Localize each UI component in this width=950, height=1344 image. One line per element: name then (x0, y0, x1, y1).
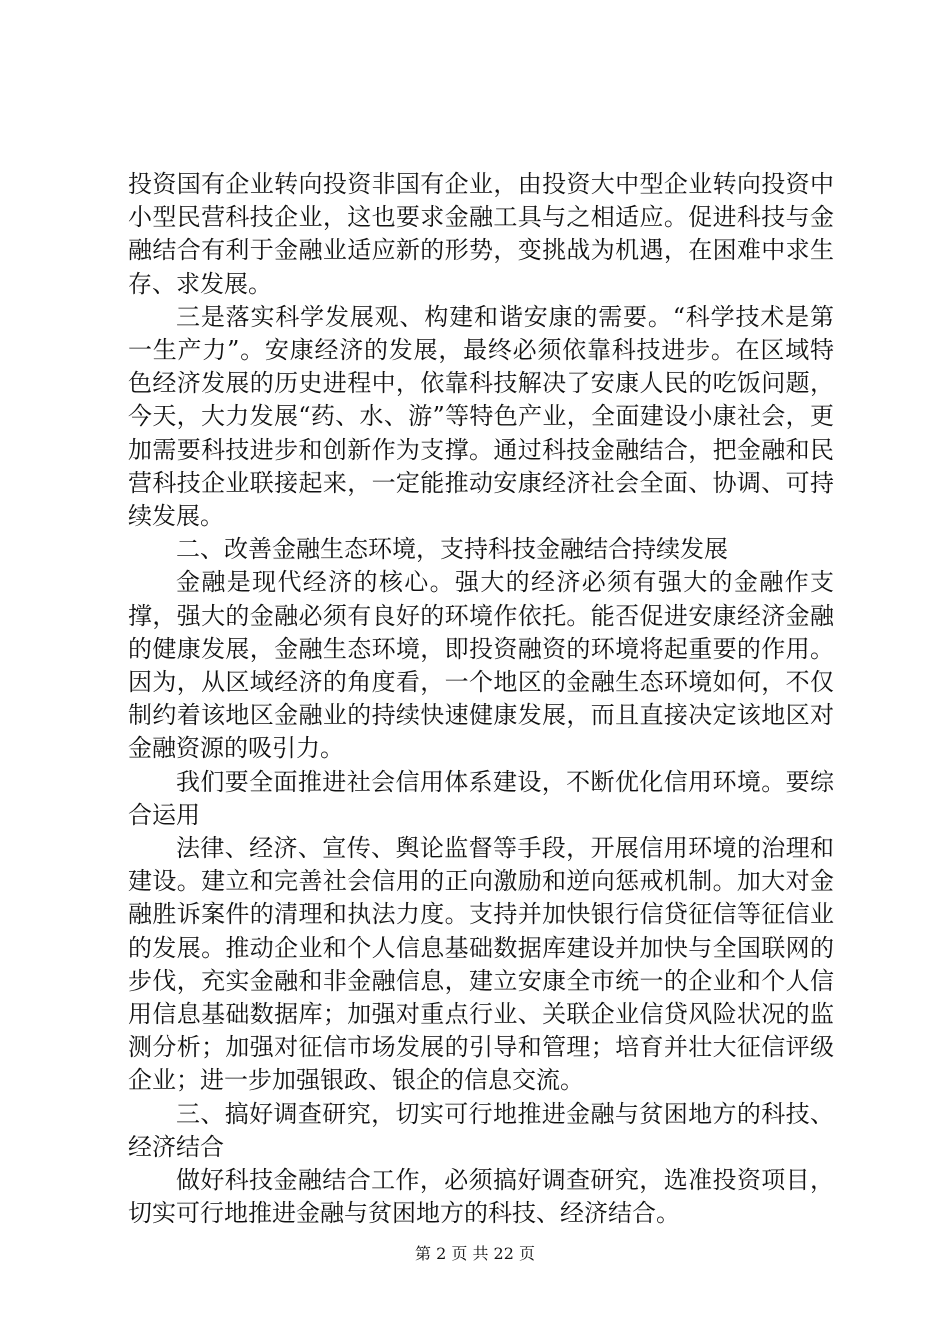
paragraph-1: 投资国有企业转向投资非国有企业，由投资大中型企业转向投资中小型民营科技企业，这也要求金融工具与之相适应。促进科技与金融结合有利于金融业适应新的形势，变挑战为机遇，在困难中求生存、求发展。 (128, 170, 834, 298)
section-heading-2: 二、改善金融生态环境，支持科技金融结合持续发展 (176, 535, 728, 564)
section-heading-3: 三、搞好调查研究，切实可行地推进金融与贫困地方的科技、经济结合 (128, 1099, 834, 1161)
paragraph-4: 我们要全面推进社会信用体系建设，不断优化信用环境。要综合运用 (128, 767, 834, 829)
page-number-footer: 第 2 页 共 22 页 (415, 1244, 535, 1263)
paragraph-3: 金融是现代经济的核心。强大的经济必须有强大的金融作支撑，强大的金融必须有良好的环境作依托。能否促进安康经济金融的健康发展，金融生态环境，即投资融资的环境将起重要的作用。因为，从区域经济的角度看，一个地区的金融生态环境如何，不仅制约着该地区金融业的持续快速健康发展，而且直接决定该地区对金融资源的吸引力。 (128, 568, 834, 763)
document-body (128, 168, 834, 1231)
paragraph-2: 三是落实科学发展观、构建和谐安康的需要。“科学技术是第一生产力”。安康经济的发展，最终必须依靠科技进步。在区域特色经济发展的历史进程中，依靠科技解决了安康人民的吃饭问题，今天，大力发展“药、水、游”等特色产业，全面建设小康社会，更加需要科技进步和创新作为支撑。通过科技金融结合，把金融和民营科技企业联接起来，一定能推动安康经济社会全面、协调、可持续发展。 (128, 302, 834, 531)
paragraph-6: 做好科技金融结合工作，必须搞好调查研究，选准投资项目，切实可行地推进金融与贫困地方的科技、经济结合。 (128, 1166, 834, 1228)
paragraph-5: 法律、经济、宣传、舆论监督等手段，开展信用环境的治理和建设。建立和完善社会信用的正向激励和逆向惩戒机制。加大对金融胜诉案件的清理和执法力度。支持并加快银行信贷征信等征信业的发展。推动企业和个人信息基础数据库建设并加快与全国联网的步伐，充实金融和非金融信息，建立安康全市统一的企业和个人信用信息基础数据库；加强对重点行业、关联企业信贷风险状况的监测分析；加强对征信市场发展的引导和管理；培育并壮大征信评级企业；进一步加强银政、银企的信息交流。 (128, 834, 834, 1095)
